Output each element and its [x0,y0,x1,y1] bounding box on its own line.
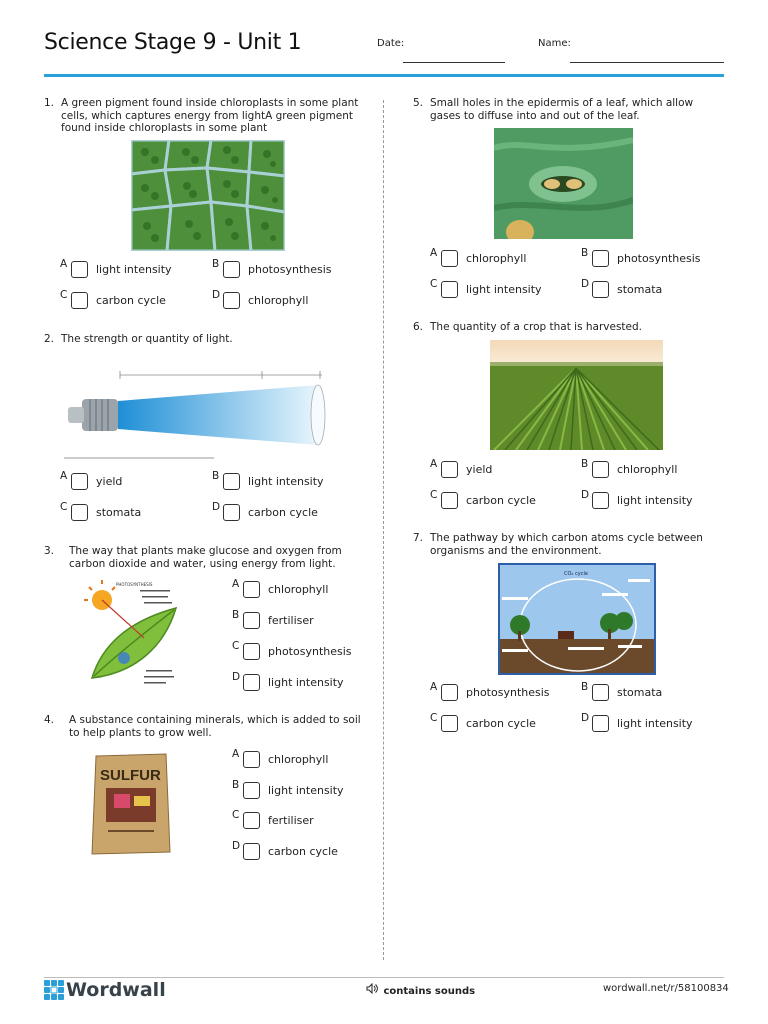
answer-checkbox[interactable] [71,292,88,309]
answer-checkbox[interactable] [441,715,458,732]
option-letter: C [60,289,68,301]
answer-checkbox[interactable] [441,684,458,701]
column-divider [383,100,384,960]
option-text: carbon cycle [268,845,338,858]
option-text: yield [96,475,123,488]
date-label: Date: [377,38,405,49]
answer-checkbox[interactable] [441,492,458,509]
option-letter: C [430,489,438,501]
answer-checkbox[interactable] [243,643,260,660]
answer-checkbox[interactable] [223,292,240,309]
plant-cells-image [131,140,285,251]
option-text: light intensity [268,676,344,689]
name-field-line[interactable] [570,62,724,63]
activity-url[interactable]: wordwall.net/r/58100834 [603,983,729,994]
answer-checkbox[interactable] [243,812,260,829]
photosynthesis-diagram-image [84,578,184,690]
contains-sounds-label: contains sounds [383,986,476,997]
option-text: chlorophyll [268,753,329,766]
answer-checkbox[interactable] [243,581,260,598]
option-letter: C [232,809,240,821]
worksheet-title: Science Stage 9 - Unit 1 [44,30,302,55]
option-letter: B [232,609,240,621]
option-text: light intensity [268,784,344,797]
option-text: light intensity [617,717,693,730]
header-rule [44,74,724,77]
question-number: 2. [44,333,55,345]
option-text: photosynthesis [466,686,550,699]
brand-name[interactable]: Wordwall [66,979,166,1001]
option-letter: A [430,681,438,693]
answer-checkbox[interactable] [243,612,260,629]
contains-sounds [366,983,475,997]
question-text: Small holes in the epidermis of a leaf, which allow gases to diffuse into and out of the leaf. [430,97,694,122]
option-text: photosynthesis [268,645,352,658]
option-text: fertiliser [268,814,314,827]
option-text: fertiliser [268,614,314,627]
option-letter: D [581,489,590,501]
diagram-label: CO₂ cycle [564,571,588,577]
question-number: 7. [413,532,424,544]
option-text: light intensity [466,283,542,296]
question-number: 5. [413,97,424,109]
question-text: A green pigment found inside chloroplasts in some plant cells, which captures energy from lightA green pigment found inside chloroplasts in some plant [61,97,359,134]
name-label: Name: [538,38,571,49]
option-text: photosynthesis [248,263,332,276]
option-text: carbon cycle [96,294,166,307]
answer-checkbox[interactable] [71,504,88,521]
answer-checkbox[interactable] [592,250,609,267]
wordwall-logo-icon [44,980,64,1002]
answer-checkbox[interactable] [71,261,88,278]
option-text: chlorophyll [248,294,309,307]
option-letter: D [212,289,221,301]
question-text: The strength or quantity of light. [61,333,233,345]
option-letter: C [232,640,240,652]
answer-checkbox[interactable] [223,504,240,521]
option-letter: B [581,247,589,259]
question-text: The quantity of a crop that is harvested. [430,321,643,333]
date-field-line[interactable] [403,62,505,63]
option-letter: A [60,258,68,270]
option-letter: A [232,748,240,760]
question-text: A substance containing minerals, which is added to soil to help plants to grow well. [69,714,361,739]
speaker-icon [366,983,380,997]
answer-checkbox[interactable] [223,473,240,490]
option-letter: D [581,278,590,290]
answer-checkbox[interactable] [441,250,458,267]
answer-checkbox[interactable] [592,461,609,478]
option-letter: A [232,578,240,590]
answer-checkbox[interactable] [243,782,260,799]
option-letter: A [430,247,438,259]
option-letter: A [430,458,438,470]
answer-checkbox[interactable] [243,674,260,691]
option-letter: A [60,470,68,482]
option-letter: D [232,840,241,852]
option-text: stomata [96,506,142,519]
option-text: chlorophyll [617,463,678,476]
answer-checkbox[interactable] [592,684,609,701]
option-letter: B [581,681,589,693]
question-number: 1. [44,97,55,109]
option-text: chlorophyll [268,583,329,596]
answer-checkbox[interactable] [243,843,260,860]
option-letter: B [212,470,220,482]
option-letter: B [232,779,240,791]
carbon-cycle-diagram-image [498,563,656,675]
option-text: carbon cycle [466,717,536,730]
option-letter: D [232,671,241,683]
answer-checkbox[interactable] [441,281,458,298]
question-number: 4. [44,714,55,726]
diagram-title: PHOTOSYNTHESIS [116,582,153,587]
option-text: light intensity [617,494,693,507]
option-text: carbon cycle [466,494,536,507]
fertiliser-bag-image [90,752,172,856]
option-letter: B [581,458,589,470]
option-letter: B [212,258,220,270]
bag-label: SULFUR [100,767,161,784]
answer-checkbox[interactable] [223,261,240,278]
footer-rule [44,977,724,978]
answer-checkbox[interactable] [592,492,609,509]
option-letter: C [60,501,68,513]
light-beam-image [62,357,332,461]
option-text: light intensity [96,263,172,276]
answer-checkbox[interactable] [592,281,609,298]
crop-field-image [490,340,663,450]
option-letter: D [212,501,221,513]
option-text: chlorophyll [466,252,527,265]
option-letter: C [430,712,438,724]
question-text: The pathway by which carbon atoms cycle between organisms and the environment. [430,532,703,557]
option-letter: C [430,278,438,290]
option-text: photosynthesis [617,252,701,265]
stomata-image [494,128,633,239]
answer-checkbox[interactable] [243,751,260,768]
option-text: stomata [617,686,663,699]
answer-checkbox[interactable] [441,461,458,478]
answer-checkbox[interactable] [71,473,88,490]
answer-checkbox[interactable] [592,715,609,732]
option-letter: D [581,712,590,724]
question-text: The way that plants make glucose and oxygen from carbon dioxide and water, using energy from light. [69,545,342,570]
question-number: 3. [44,545,55,557]
option-text: carbon cycle [248,506,318,519]
question-number: 6. [413,321,424,333]
option-text: light intensity [248,475,324,488]
option-text: yield [466,463,493,476]
option-text: stomata [617,283,663,296]
